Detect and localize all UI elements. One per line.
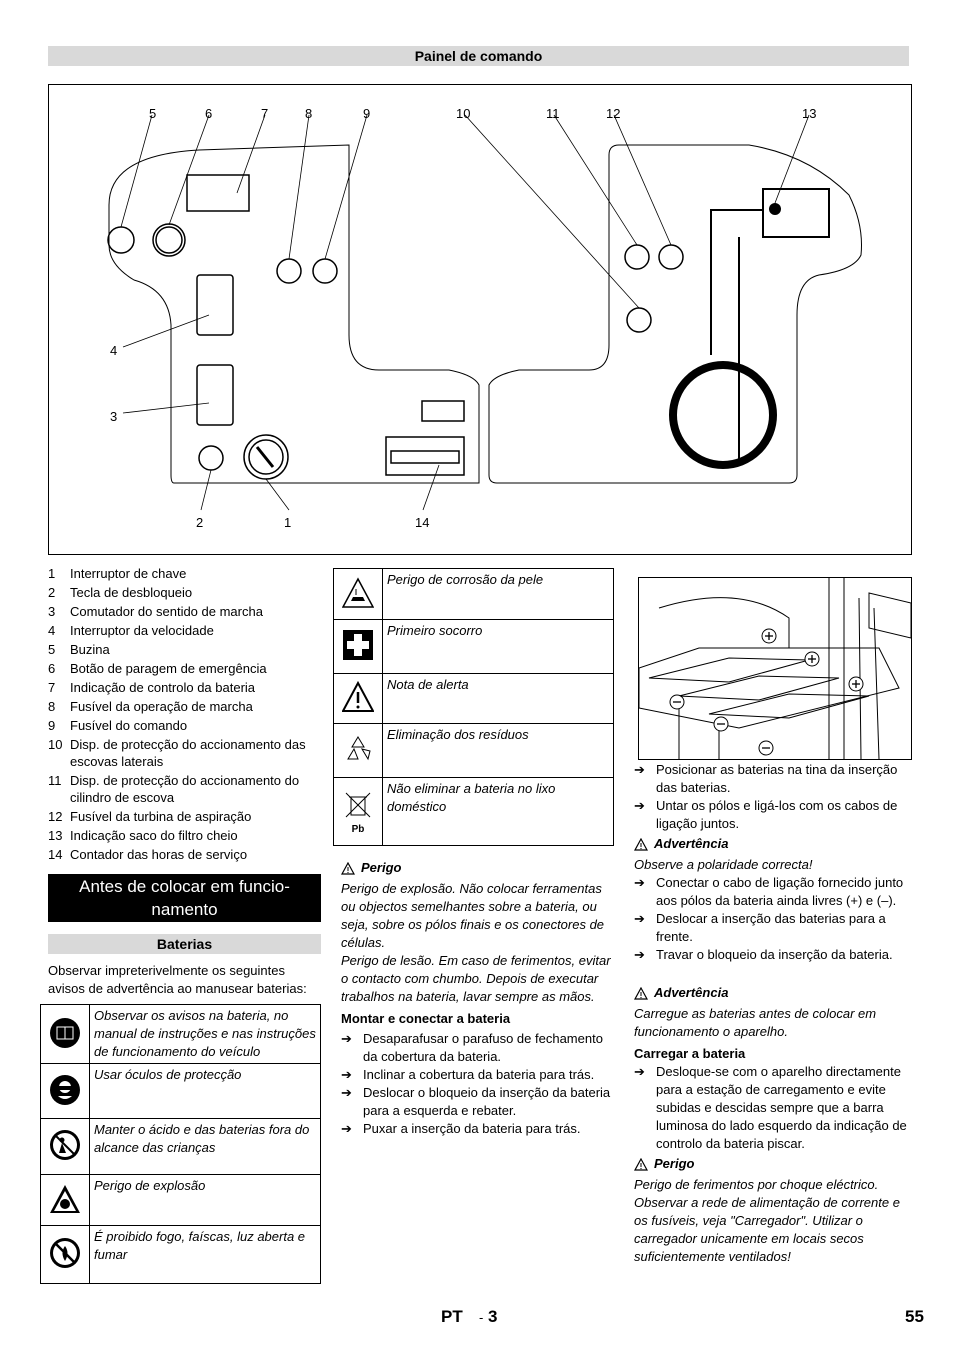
arrow-icon: ➔ xyxy=(341,1031,352,1046)
callout-13: 13 xyxy=(802,106,817,121)
legend-number: 5 xyxy=(48,642,56,657)
instruction-step xyxy=(341,1120,616,1138)
corrosion-icon xyxy=(342,597,374,612)
symbol-row xyxy=(41,1175,321,1226)
steps-charge xyxy=(634,1063,910,1153)
footer-sep: - xyxy=(479,1310,484,1325)
warning-label: Advertência xyxy=(654,985,729,1000)
step-text: Deslocar a inserção das baterias para a frente. xyxy=(656,911,886,944)
batteries-title: Baterias xyxy=(48,934,321,954)
legend-text: Disp. de protecção do accionamento do cilindro de escova xyxy=(70,773,300,805)
children-icon xyxy=(49,1149,81,1164)
step-text: Posicionar as baterias na tina da inserção das baterias. xyxy=(656,762,898,795)
warning-heading-2 xyxy=(634,984,910,1002)
symbol-row xyxy=(41,1005,321,1064)
danger-label: Perigo xyxy=(361,860,402,875)
symbol-row xyxy=(334,620,614,674)
callout-2: 2 xyxy=(196,515,204,530)
battery-illustration xyxy=(638,577,912,760)
steps-position xyxy=(634,761,910,833)
legend-item xyxy=(48,826,320,845)
legend-number: 7 xyxy=(48,680,56,695)
step-text: Deslocar o bloqueio da inserção da bateria para a esquerda e rebater. xyxy=(363,1085,611,1118)
callout-5: 5 xyxy=(149,106,157,121)
instruction-step xyxy=(634,1063,910,1153)
callout-11: 11 xyxy=(546,106,560,121)
warning-icon xyxy=(634,987,648,1000)
danger-text-3: Perigo de ferimentos por choque eléctrico. Observar a rede de alimentação de corrente e os fusíveis, veja "Carregador". Utilizar o carregador unicamente em locais secos suficientemente ventilados! xyxy=(634,1177,900,1264)
legend-text: Interruptor da velocidade xyxy=(70,623,214,638)
legend-text: Fusível do comando xyxy=(70,718,188,733)
no-fire-icon xyxy=(49,1257,81,1272)
step-text: Conectar o cabo de ligação fornecido junto aos pólos da bateria ainda livres (+) e (–). xyxy=(656,875,904,908)
legend-number: 3 xyxy=(48,604,56,619)
control-panel-drawing xyxy=(49,85,911,554)
legend-item xyxy=(48,564,320,583)
symbol-row xyxy=(334,778,614,846)
instruction-step xyxy=(634,761,910,797)
symbol-text: Primeiro socorro xyxy=(383,620,614,674)
warning-icon xyxy=(341,862,355,875)
arrow-icon: ➔ xyxy=(634,947,645,962)
mount-title: Montar e conectar a bateria xyxy=(341,1011,511,1026)
legend-number: 10 xyxy=(48,737,63,752)
warning-heading-1 xyxy=(634,835,910,853)
no-bin-icon xyxy=(342,809,374,824)
symbol-text: Observar os avisos na bateria, no manual de instruções e nas instruções de funcionamento do veículo xyxy=(90,1005,321,1064)
instruction-step xyxy=(634,797,910,833)
footer-page: 55 xyxy=(905,1307,924,1326)
instruction-step xyxy=(341,1084,616,1120)
callout-10: 10 xyxy=(456,106,471,121)
legend-text: Buzina xyxy=(70,642,110,657)
legend-text: Comutador do sentido de marcha xyxy=(70,604,263,619)
legend-item xyxy=(48,771,320,807)
arrow-icon: ➔ xyxy=(634,1064,645,1079)
symbol-row xyxy=(334,674,614,724)
symbol-table-mid xyxy=(333,568,614,846)
legend-number: 13 xyxy=(48,828,63,843)
right-column xyxy=(634,761,910,1266)
control-panel-figure xyxy=(48,84,912,555)
symbol-text: Perigo de explosão xyxy=(90,1175,321,1226)
step-text: Desaparafusar o parafuso de fechamento da cobertura da bateria. xyxy=(363,1031,603,1064)
mount-steps xyxy=(341,1030,616,1138)
symbol-text: Nota de alerta xyxy=(383,674,614,724)
legend-item xyxy=(48,640,320,659)
step-text: Desloque-se com o aparelho directamente para a estação de carregamento e evite subidas e descidas sempre que a barra luminosa do lado esquerdo da indicação de controlo da bateria piscar. xyxy=(656,1064,907,1151)
symbol-subtext: Pb xyxy=(351,823,365,835)
legend-item xyxy=(48,659,320,678)
warning-label: Advertência xyxy=(654,836,729,851)
callout-14: 14 xyxy=(415,515,430,530)
arrow-icon: ➔ xyxy=(341,1067,352,1082)
callout-6: 6 xyxy=(205,106,213,121)
arrow-icon: ➔ xyxy=(341,1085,352,1100)
legend-text: Interruptor de chave xyxy=(70,566,187,581)
legend-number: 6 xyxy=(48,661,56,676)
legend-item xyxy=(48,845,320,864)
legend-text: Indicação saco do filtro cheio xyxy=(70,828,238,843)
warning-icon xyxy=(634,838,648,851)
instruction-step xyxy=(634,910,910,946)
legend-text: Fusível da turbina de aspiração xyxy=(70,809,252,824)
manual-icon xyxy=(49,1037,81,1052)
legend-text: Fusível da operação de marcha xyxy=(70,699,253,714)
explosion-icon xyxy=(49,1203,81,1218)
symbol-text: Usar óculos de protecção xyxy=(90,1064,321,1119)
warning-icon xyxy=(342,701,374,716)
legend-number: 1 xyxy=(48,566,56,581)
symbol-row xyxy=(334,724,614,778)
callout-1: 1 xyxy=(284,515,292,530)
symbol-row xyxy=(41,1226,321,1284)
instruction-step xyxy=(634,874,910,910)
symbol-text: Eliminação dos resíduos xyxy=(383,724,614,778)
callout-12: 12 xyxy=(606,106,621,121)
danger-text-2: Perigo de lesão. Em caso de ferimentos, evitar o contacto com chumbo. Depois de executar trabalhos na bateria, lavar sempre as mãos. xyxy=(341,953,611,1004)
warning-text-2: Carregue as baterias antes de colocar em funcionamento o aparelho. xyxy=(634,1006,877,1039)
callout-7: 7 xyxy=(261,106,269,121)
legend-text: Contador das horas de serviço xyxy=(70,847,248,862)
first-aid-icon xyxy=(342,649,374,664)
legend-text: Disp. de protecção do accionamento das escovas laterais xyxy=(70,737,306,769)
legend-number: 4 xyxy=(48,623,56,638)
arrow-icon: ➔ xyxy=(634,875,645,890)
arrow-icon: ➔ xyxy=(341,1121,352,1136)
legend-text: Indicação de controlo da bateria xyxy=(70,680,256,695)
legend-number: 11 xyxy=(48,773,62,788)
legend-item xyxy=(48,678,320,697)
legend-item xyxy=(48,697,320,716)
symbol-text: Perigo de corrosão da pele xyxy=(383,569,614,620)
callout-4: 4 xyxy=(110,343,118,358)
callout-9: 9 xyxy=(363,106,371,121)
steps-connect xyxy=(634,874,910,964)
legend-list xyxy=(48,564,320,864)
footer-lang: PT xyxy=(441,1307,463,1326)
instruction-step xyxy=(341,1030,616,1066)
step-text: Travar o bloqueio da inserção da bateria. xyxy=(656,947,893,962)
legend-item xyxy=(48,583,320,602)
legend-number: 14 xyxy=(48,847,63,862)
callout-3: 3 xyxy=(110,409,118,424)
step-text: Untar os pólos e ligá-los com os cabos de ligação juntos. xyxy=(656,798,898,831)
middle-column xyxy=(341,859,616,1138)
step-text: Puxar a inserção da bateria para trás. xyxy=(363,1121,581,1136)
callout-8: 8 xyxy=(305,106,313,121)
legend-item xyxy=(48,621,320,640)
legend-number: 12 xyxy=(48,809,63,824)
legend-number: 9 xyxy=(48,718,56,733)
charge-title: Carregar a bateria xyxy=(634,1046,746,1061)
symbol-text: É proibido fogo, faíscas, luz aberta e fumar xyxy=(90,1226,321,1284)
symbol-row xyxy=(41,1119,321,1175)
symbol-table-left xyxy=(40,1004,321,1284)
symbol-row xyxy=(41,1064,321,1119)
instruction-step xyxy=(634,946,910,964)
goggles-icon xyxy=(49,1094,81,1109)
danger-heading xyxy=(341,859,616,877)
arrow-icon: ➔ xyxy=(634,911,645,926)
recycle-icon xyxy=(342,753,374,768)
arrow-icon: ➔ xyxy=(634,762,645,777)
legend-text: Tecla de desbloqueio xyxy=(70,585,193,600)
footer-page-in: 3 xyxy=(488,1307,498,1326)
danger-text-1: Perigo de explosão. Não colocar ferramentas ou objectos semelhantes sobre a bateria, ou seja, sobre os pólos finais e os conectores de células. xyxy=(341,881,605,950)
warning-icon xyxy=(634,1158,648,1171)
warning-text-1: Observe a polaridade correcta! xyxy=(634,857,813,872)
symbol-row xyxy=(334,569,614,620)
arrow-icon: ➔ xyxy=(634,798,645,813)
legend-text: Botão de paragem de emergência xyxy=(70,661,267,676)
legend-item xyxy=(48,735,320,771)
legend-item xyxy=(48,602,320,621)
legend-number: 2 xyxy=(48,585,56,600)
section-heading: Antes de colocar em funcio-namento xyxy=(48,874,321,922)
legend-number: 8 xyxy=(48,699,56,714)
symbol-text: Manter o ácido e das baterias fora do alcance das crianças xyxy=(90,1119,321,1175)
batteries-intro: Observar impreterivelmente os seguintes avisos de advertência ao manusear baterias: xyxy=(48,963,307,996)
instruction-step xyxy=(341,1066,616,1084)
legend-item xyxy=(48,807,320,826)
danger-label: Perigo xyxy=(654,1156,695,1171)
page-title: Painel de comando xyxy=(48,46,909,66)
danger-heading-2 xyxy=(634,1155,910,1173)
symbol-text: Não eliminar a bateria no lixo doméstico xyxy=(383,778,614,846)
battery-drawing xyxy=(639,578,911,759)
step-text: Inclinar a cobertura da bateria para trás. xyxy=(363,1067,595,1082)
legend-item xyxy=(48,716,320,735)
